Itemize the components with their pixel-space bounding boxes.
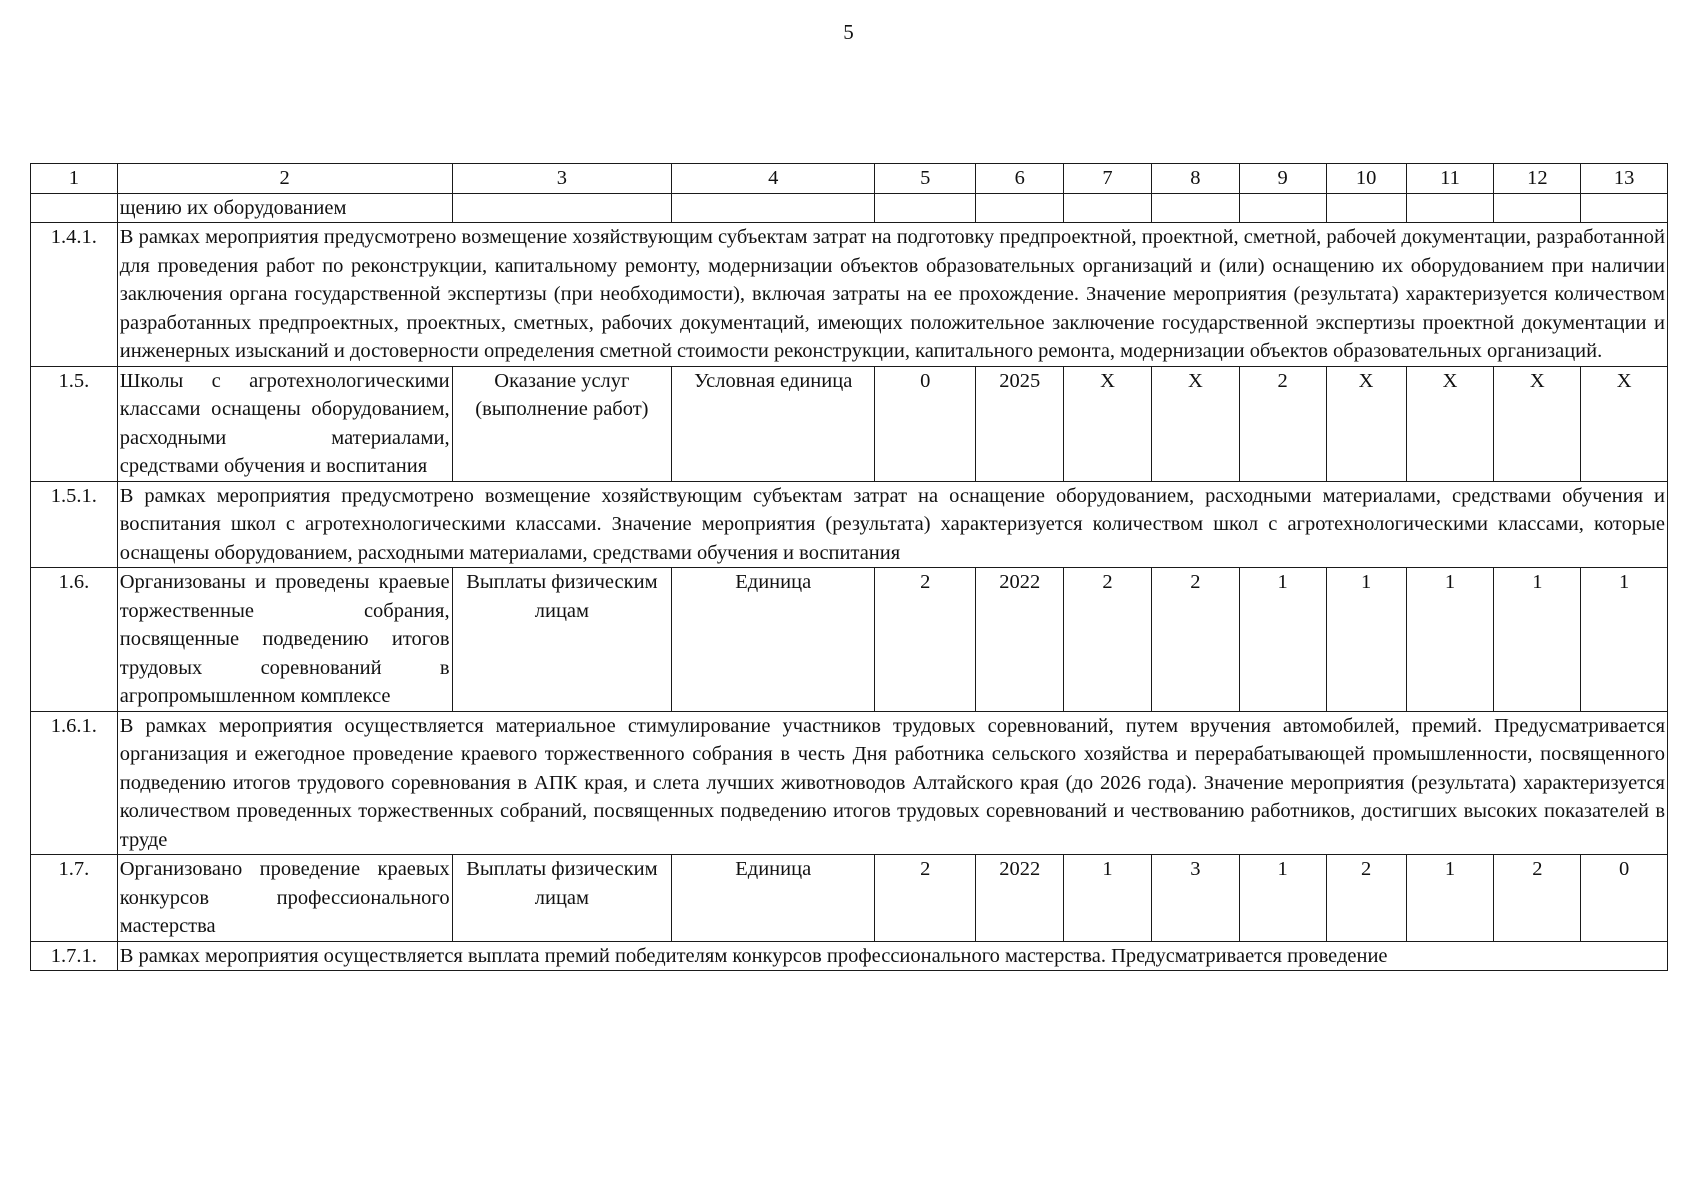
- year-value: 2: [1326, 855, 1406, 942]
- indicator-row: [31, 855, 1668, 942]
- table-cell-empty: [875, 193, 976, 223]
- row-number: 1.4.1.: [31, 223, 118, 367]
- unit: Единица: [672, 855, 875, 942]
- column-header: 4: [672, 164, 875, 194]
- table-cell-empty: [1406, 193, 1494, 223]
- unit: Условная единица: [672, 366, 875, 481]
- year-value: 1: [1239, 568, 1326, 712]
- table-cell-empty: [31, 193, 118, 223]
- table-cell-empty: [1494, 193, 1581, 223]
- base-year: 2025: [976, 366, 1064, 481]
- year-value: 1: [1326, 568, 1406, 712]
- description-row: [31, 481, 1668, 568]
- row-number: 1.6.: [31, 568, 118, 712]
- indicator-name: Организованы и проведены краевые торжественные собрания, посвященные подведению итогов трудовых соревнований в агропромышленном комплексе: [117, 568, 452, 712]
- continuation-row: [31, 193, 1668, 223]
- base-year: 2022: [976, 568, 1064, 712]
- table-cell-empty: [672, 193, 875, 223]
- year-value: X: [1151, 366, 1239, 481]
- year-value: 1: [1406, 855, 1494, 942]
- column-header: 6: [976, 164, 1064, 194]
- column-header: 12: [1494, 164, 1581, 194]
- activity-type: Выплаты физическим лицам: [452, 855, 672, 942]
- year-value: 1: [1064, 855, 1152, 942]
- year-value: X: [1064, 366, 1152, 481]
- column-header: 9: [1239, 164, 1326, 194]
- row-description: В рамках мероприятия осуществляется выплата премий победителям конкурсов профессионального мастерства. Предусматривается проведение: [117, 941, 1667, 971]
- base-value: 2: [875, 855, 976, 942]
- row-description: В рамках мероприятия предусмотрено возмещение хозяйствующим субъектам затрат на оснащение оборудованием, расходными материалами, средствами обучения и воспитания школ с агротехнологическими классами. Значение мероприятия (результата) характеризуется количеством школ с агротехнологическими классами, которые оснащены оборудованием, расходными материалами, средствами обучения и воспитания: [117, 481, 1667, 568]
- column-header: 11: [1406, 164, 1494, 194]
- row-description: В рамках мероприятия осуществляется материальное стимулирование участников трудовых соревнований, путем вручения автомобилей, премий. Предусматривается организация и ежегодное проведение краевого торжественного собрания в честь Дня работника сельского хозяйства и перерабатывающей промышленности, посвященного подведению итогов трудового соревнования в АПК края, и слета лучших животноводов Алтайского края (до 2026 года). Значение мероприятия (результата) характеризуется количеством проведенных торжественных собраний, посвященных подведению итогов трудовых соревнований и чествованию работников, достигших высоких показателей в труде: [117, 711, 1667, 855]
- table-cell-empty: [976, 193, 1064, 223]
- year-value: 3: [1151, 855, 1239, 942]
- column-header: 7: [1064, 164, 1152, 194]
- row-number: 1.5.: [31, 366, 118, 481]
- indicator-name: Школы с агротехнологическими классами оснащены оборудованием, расходными материалами, средствами обучения и воспитания: [117, 366, 452, 481]
- activity-type: Выплаты физическим лицам: [452, 568, 672, 712]
- base-value: 2: [875, 568, 976, 712]
- row-number: 1.5.1.: [31, 481, 118, 568]
- table-cell-empty: [1326, 193, 1406, 223]
- year-value: 2: [1494, 855, 1581, 942]
- activity-type: Оказание услуг (выполнение работ): [452, 366, 672, 481]
- base-year: 2022: [976, 855, 1064, 942]
- description-row: [31, 223, 1668, 367]
- table-cell-empty: [452, 193, 672, 223]
- row-description: В рамках мероприятия предусмотрено возмещение хозяйствующим субъектам затрат на подготовку предпроектной, проектной, сметной, рабочей документации, разработанной для проведения работ по реконструкции, капитальному ремонту, модернизации объектов образовательных организаций и (или) оснащению их оборудованием при наличии заключения органа государственной экспертизы (при необходимости), включая затраты на ее прохождение. Значение мероприятия (результата) характеризуется количеством разработанных предпроектных, проектных, сметных, рабочих документаций, имеющих положительное заключение государственной экспертизы проектной документации и инженерных изысканий и достоверности определения сметной стоимости реконструкции, капитального ремонта, модернизации объектов образовательных организаций.: [117, 223, 1667, 367]
- year-value: 0: [1581, 855, 1668, 942]
- column-header: 10: [1326, 164, 1406, 194]
- row-number: 1.7.1.: [31, 941, 118, 971]
- year-value: X: [1326, 366, 1406, 481]
- column-header: 3: [452, 164, 672, 194]
- year-value: 1: [1494, 568, 1581, 712]
- year-value: 2: [1239, 366, 1326, 481]
- column-header: 13: [1581, 164, 1668, 194]
- table-cell-empty: [1239, 193, 1326, 223]
- year-value: 2: [1151, 568, 1239, 712]
- continuation-text: щению их оборудованием: [117, 193, 452, 223]
- year-value: X: [1406, 366, 1494, 481]
- page-number: 5: [843, 20, 854, 44]
- indicator-name: Организовано проведение краевых конкурсов профессионального мастерства: [117, 855, 452, 942]
- column-header: 8: [1151, 164, 1239, 194]
- column-number-row: [31, 164, 1668, 194]
- unit: Единица: [672, 568, 875, 712]
- description-row: [31, 711, 1668, 855]
- year-value: X: [1494, 366, 1581, 481]
- indicators-table: [30, 163, 1668, 971]
- year-value: 1: [1406, 568, 1494, 712]
- year-value: 2: [1064, 568, 1152, 712]
- column-header: 2: [117, 164, 452, 194]
- description-row: [31, 941, 1668, 971]
- indicator-row: [31, 568, 1668, 712]
- year-value: 1: [1239, 855, 1326, 942]
- column-header: 5: [875, 164, 976, 194]
- table-cell-empty: [1581, 193, 1668, 223]
- table-cell-empty: [1064, 193, 1152, 223]
- indicator-row: [31, 366, 1668, 481]
- year-value: 1: [1581, 568, 1668, 712]
- row-number: 1.6.1.: [31, 711, 118, 855]
- row-number: 1.7.: [31, 855, 118, 942]
- table-cell-empty: [1151, 193, 1239, 223]
- column-header: 1: [31, 164, 118, 194]
- base-value: 0: [875, 366, 976, 481]
- year-value: X: [1581, 366, 1668, 481]
